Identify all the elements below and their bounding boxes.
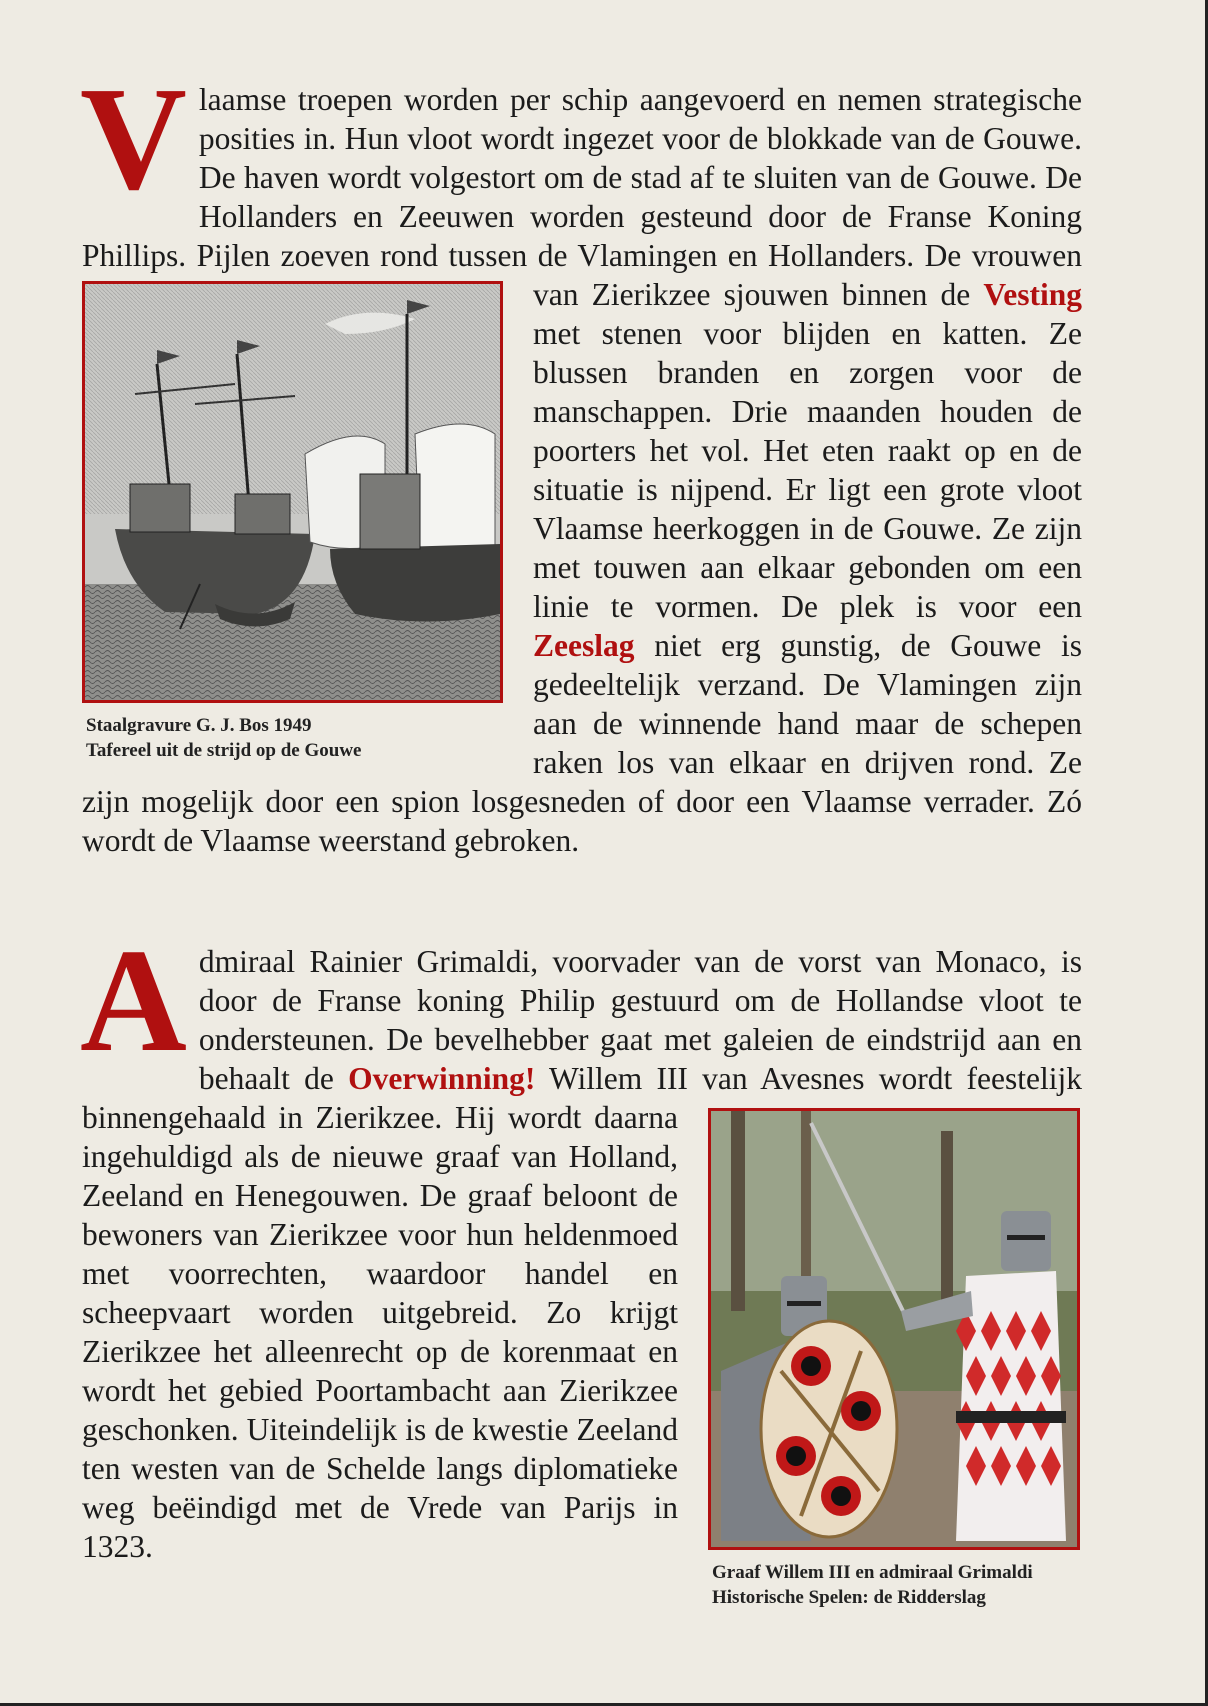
paragraph-text: laamse troepen worden per schip aangevoerd en nemen strategische posities in. Hun vloot wordt ingezet voor de blokkade van de Gouwe. De haven wordt volgestort om de stad af te sluiten van de Gouwe. De Hollanders en Zeeuwen worden gesteund door de Franse Koning Phillips. bbox=[82, 82, 1082, 273]
highlight-vesting: Vesting bbox=[983, 277, 1082, 312]
paragraph-text: Pijlen zoeven rond tussen de Vlamin bbox=[196, 238, 672, 273]
caption-line: Historische Spelen: de Ridderslag bbox=[712, 1587, 986, 1608]
caption-line: Staalgravure G. J. Bos 1949 bbox=[86, 715, 312, 736]
figure-caption bbox=[708, 1560, 1082, 1610]
paragraph-text: met stenen voor blijden en katten. Ze blussen branden en zorgen voor de manschappen. Drie maanden houden de poorters het vol. Het eten raakt op en de situatie is nijpend. Er ligt een grote vloot Vlaamse heerkoggen in de Gouwe. Ze zijn met touwen aan elkaar gebonden om een linie te vormen. De plek is voor een bbox=[533, 316, 1082, 624]
engraving-image bbox=[82, 281, 503, 703]
caption-line: Tafereel uit de strijd op de Gouwe bbox=[86, 740, 362, 761]
paragraph-text: dmiraal Rainier Grimaldi, voorvader van de vorst van Monaco, is door de Franse koning Philip gestuurd om de Hollandse vloot te ondersteunen. De bevelhebber gaat met galeien de eindstrijd aan en behaalt de bbox=[198, 944, 1082, 1096]
paragraph-text: gen en Hollanders. De vrouwen van Zierikzee sjouwen binnen de bbox=[533, 238, 1082, 312]
paragraph-text: wordt feestelijk binnengehaald in Zierikzee. Hij wordt daarna ingehuldigd als de nieuwe graaf van Holland, Zeeland en Henegouwen. De graaf beloont de bewoners van Zierikzee voor hun heldenmoed met voorrechten, waardoor handel en scheepvaart worden uitgebreid. Zo krijgt Zierikzee het alleenrecht op de korenmaat en wordt het gebied Poortambacht aan Zierikzee geschonken. Uiteindelijk is de kwestie Zeeland ten westen van de Schelde langs diplomatieke weg beëindigd met de Vrede van Parijs in 1323. bbox=[82, 1061, 1082, 1564]
knights-illustration bbox=[711, 1111, 1077, 1547]
ships-engraving-illustration bbox=[85, 284, 500, 700]
figure-ship-engraving bbox=[82, 281, 503, 763]
paragraph-text: Willem III van Avesnes bbox=[535, 1061, 879, 1096]
paragraph-vlaamse-troepen bbox=[80, 57, 1082, 860]
figure-caption bbox=[82, 713, 503, 763]
dropcap-v: V bbox=[80, 57, 187, 221]
highlight-overwinning: Overwinning! bbox=[348, 1061, 536, 1096]
paragraph-text: niet erg gunstig, de Gouwe is gedeeltelijk verzand. De Vlamingen zijn aan de winnende hand maar de schepen raken los van elkaar en drijven rond. Ze zijn mogelijk door een spion losgesneden of door een Vlaamse verrader. Zó wordt de Vlaamse weerstand gebroken. bbox=[82, 628, 1082, 858]
caption-line: Graaf Willem III en admiraal Grimaldi bbox=[712, 1562, 1033, 1583]
highlight-zeeslag: Zeeslag bbox=[533, 628, 635, 663]
figure-knights-photo bbox=[708, 1108, 1082, 1610]
dropcap-a: A bbox=[80, 919, 187, 1083]
paragraph-admiraal-grimaldi bbox=[80, 919, 1082, 1610]
knights-photo-image bbox=[708, 1108, 1080, 1550]
